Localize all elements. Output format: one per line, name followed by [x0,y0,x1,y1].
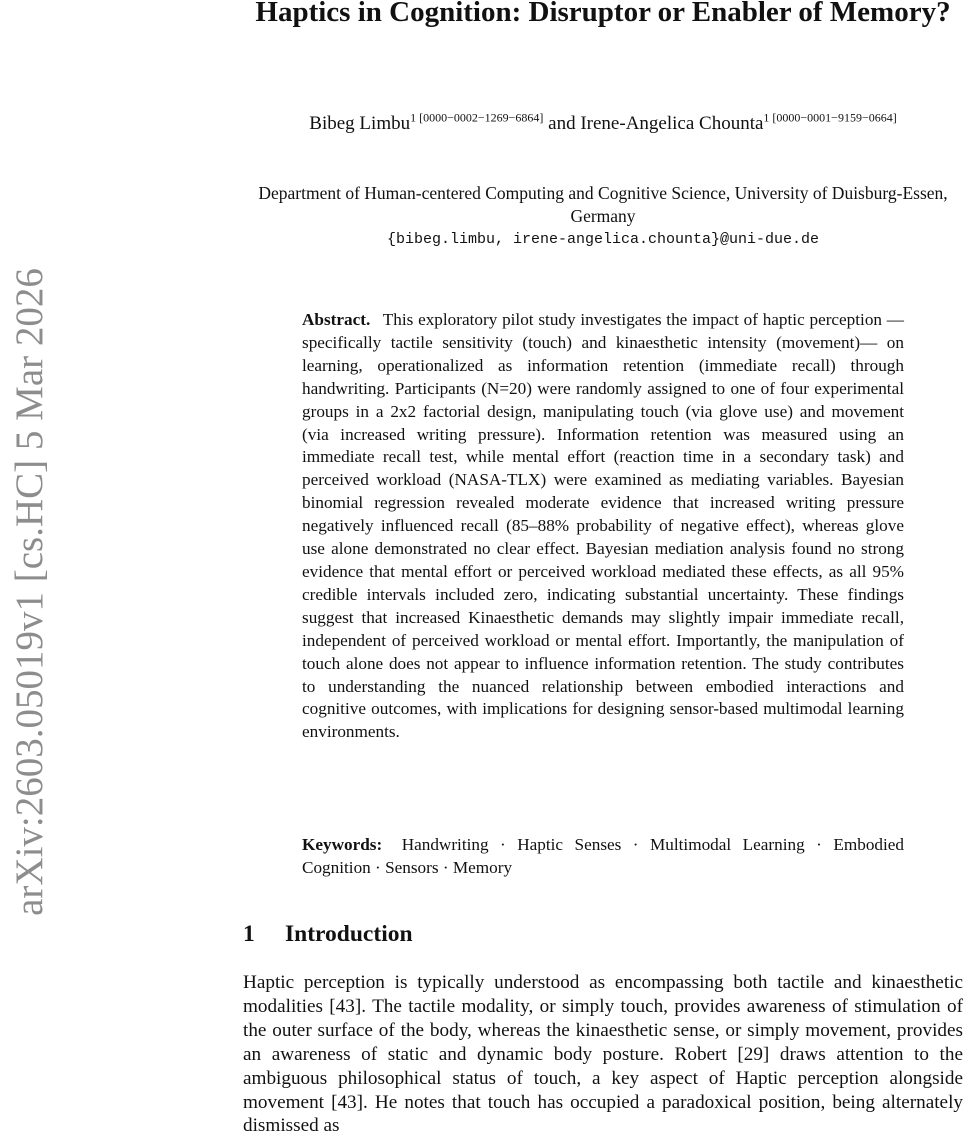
introduction-paragraph: Haptic perception is typically understood as encompassing both tactile and kinaesthetic modalities [43]. The tactile modality, or simply touch, provides awareness of stimulation of the outer surface of the body, whereas the kinaesthetic sense, or simply movement, provides an awareness of static and dynamic body posture. Robert [29] draws attention to the ambiguous philosophical status of touch, a key aspect of Haptic perception alongside movement [43]. He notes that touch has occupied a paradoxical position, being alternately dismissed as [243,972,963,1137]
affiliation-block [243,182,963,251]
affiliation-mark: 1 [0000−0002−1269−6864] [410,110,544,125]
affiliation-mark: 1 [0000−0001−9159−0664] [763,110,897,125]
abstract-text: This exploratory pilot study investigates the impact of haptic perception — specifically tactile sensitivity (touch) and kinaesthetic intensity (movement)— on learning, operationalized as information retention (immediate recall) through handwriting. Participants (N=20) were randomly assigned to one of four experimental groups in a 2x2 factorial design, manipulating touch (via glove use) and movement (via increased writing pressure). Information retention was measured using an immediate recall test, while mental effort (reaction time in a secondary task) and perceived workload (NASA-TLX) were examined as mediating variables. Bayesian binomial regression revealed moderate evidence that increased writing pressure negatively influenced recall (85–88% probability of negative effect), whereas glove use alone demonstrated no clear effect. Bayesian mediation analysis found no strong evidence that mental effort or perceived workload mediated these effects, as all 95% credible intervals included zero, indicating substantial uncertainty. These findings suggest that increased Kinaesthetic demands may slightly impair immediate recall, independent of perceived workload or mental effort. Importantly, the manipulation of touch alone does not appear to influence information retention. The study contributes to understanding the nuanced relationship between embodied interactions and cognitive outcomes, with implications for designing sensor-based multimodal learning environments. [302,310,904,742]
author-name: Bibeg Limbu [309,113,411,134]
affiliation-text: Department of Human-centered Computing and Cognitive Science, University of Duisburg-Essen, Germany [258,183,948,226]
paper-title: Haptics in Cognition: Disruptor or Enabler of Memory? [255,0,951,28]
author-block [243,112,963,135]
author-name: Irene-Angelica Chounta [580,113,764,134]
arxiv-identifier-stamp: arXiv:2603.05019v1 [cs.HC] 5 Mar 2026 [8,268,51,916]
section-heading-introduction [243,918,413,950]
section-number: 1 [243,921,255,947]
keywords [302,834,904,880]
section-title: Introduction [285,921,413,947]
abstract [302,309,904,744]
orcid-id: [0000−0001−9159−0664] [772,110,897,125]
orcid-id: [0000−0002−1269−6864] [419,110,544,125]
keywords-label: Keywords: [302,835,383,854]
author-joiner: and [548,113,576,134]
keywords-text: Handwriting · Haptic Senses · Multimodal Learning · Embodied Cognition · Sensors · Memory [302,835,905,877]
author-email: {bibeg.limbu, irene-angelica.chounta}@uni-due.de [386,231,820,248]
abstract-label: Abstract. [302,310,371,329]
